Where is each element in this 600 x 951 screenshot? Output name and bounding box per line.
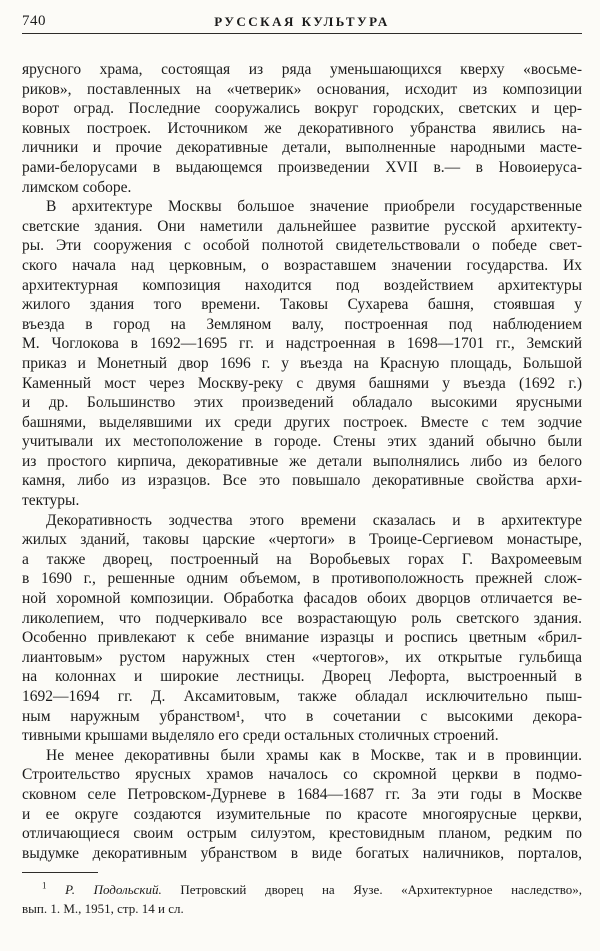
text-line: и ее округе создаются изумительные по красоте многоярусные церкви, <box>22 805 582 823</box>
text-line: ликолепием, что подчеркивало все возрастающую роль светского здания. <box>22 609 582 627</box>
text-line: выдумке декоративным убранством в виде богатых наличников, порталов, <box>22 844 582 862</box>
footnote-text: Петровский дворец на Яузе. «Архитектурное наследство», <box>180 882 583 898</box>
text-line: учитывали их местоположение в городе. Стены этих зданий обычно были <box>22 433 582 451</box>
body-text <box>22 60 582 863</box>
footnote <box>22 880 582 918</box>
text-line: тивными крышами выделяло его среди остальных столичных строений. <box>22 727 499 745</box>
text-line: Строительство ярусных храмов началось со скромной церкви в подмо- <box>22 766 582 784</box>
text-line: риков», поставленных на «четверик» основания, исходит из композиции <box>22 80 582 98</box>
text-line: светские здания. Они наметили дальнейшее развитие русской архитекту- <box>22 217 582 235</box>
text-line: башнями, выделявшими их среди других построек. Вместе с тем зодчие <box>22 413 582 431</box>
text-line: ным наружным убранством¹, что в сочетании с высокими декора- <box>22 707 582 725</box>
text-line: Каменный мост через Москву-реку с двумя башнями у въезда (1692 г.) <box>22 374 582 392</box>
text-line: в 1690 г., решенные одним объемом, в противоположность прежней слож- <box>22 570 582 588</box>
text-line: и др. Большинство этих произведений обладало высокими ярусными <box>22 394 582 412</box>
text-line: из простого кирпича, декоративные же детали выполнялись либо из белого <box>22 452 582 470</box>
running-header <box>22 13 582 29</box>
page-number: 740 <box>22 13 46 29</box>
footnote-line <box>22 880 582 899</box>
footnote-line: вып. 1. М., 1951, стр. 14 и сл. <box>22 901 184 917</box>
text-line: сковном селе Петровском-Дурневе в 1684—1687 гг. За эти годы в Москве <box>22 785 582 803</box>
footnote-rule <box>22 872 98 873</box>
text-line: Особенно привлекают к себе внимание изразцы и роспись цветным «брил- <box>22 629 582 647</box>
text-line: 1692—1694 гг. Д. Аксамитовым, также обладал исключительно пыш- <box>22 688 582 705</box>
text-line: личники и прочие декоративные детали, выполненные народными масте- <box>22 139 582 157</box>
text-line: приказ и Монетный двор 1696 г. у въезда на Красную площадь, Большой <box>22 354 582 372</box>
text-line: ярусного храма, состоящая из ряда уменьшающихся кверху «восьме- <box>22 61 582 78</box>
text-line: лимском соборе. <box>22 178 132 196</box>
text-line: камня, либо из изразцов. Все это повышало декоративные свойства архи- <box>22 472 582 490</box>
text-line: на колоннах и широкие лестницы. Дворец Лефорта, выстроенный в <box>22 668 582 686</box>
text-line: жилых зданий, таковы царские «чертоги» в Троице-Сергиевом монастыре, <box>22 531 582 549</box>
text-line: В архитектуре Москвы большое значение приобрели государственные <box>46 198 582 216</box>
text-line: ского начала над церковным, о возраставшем значении государства. Их <box>22 256 582 274</box>
text-line: Не менее декоративны были храмы как в Москве, так и в провинции. <box>46 746 582 764</box>
text-line: ковных построек. Источником же декоративного убранства явились на- <box>22 119 582 137</box>
text-line: ной хоромной композиции. Обработка фасадов обоих дворцов отличается ве- <box>22 590 582 608</box>
running-title: РУССКАЯ КУЛЬТУРА <box>214 14 390 29</box>
text-line: въезда в город на Земляном валу, построенная под наблюдением <box>22 315 582 333</box>
footnote-author: Р. Подольский. <box>65 882 162 898</box>
text-line: жилого здания того времени. Таковы Сухарева башня, стоявшая у <box>22 296 582 314</box>
text-line: тектуры. <box>22 492 80 510</box>
text-line: отличающиеся своим острым силуэтом, крестовидным планом, редким по <box>22 825 582 843</box>
text-line: М. Чоглокова в 1692—1695 гг. и надстроенная в 1698—1701 гг., Земский <box>22 335 582 353</box>
text-line: рами-белорусами в выдающемся произведении XVII в.— в Новоиеруса- <box>22 158 582 176</box>
text-line: ры. Эти сооружения с особой полнотой свидетельствовали о победе свет- <box>22 237 582 255</box>
footnote-marker: 1 <box>42 881 47 892</box>
text-line: лиантовым» рустом наружных стен «чертогов», их открытые гульбища <box>22 648 582 666</box>
text-line: а также дворец, построенный на Воробьевых горах Г. Вахромеевым <box>22 550 582 568</box>
text-line: архитектурная композиция находится под воздействием архитектуры <box>22 276 582 294</box>
header-rule <box>22 33 582 34</box>
text-line: Декоративность зодчества этого времени сказалась и в архитектуре <box>46 511 582 529</box>
text-line: ворот оград. Последние сооружались вокруг городских, светских и цер- <box>22 100 582 118</box>
